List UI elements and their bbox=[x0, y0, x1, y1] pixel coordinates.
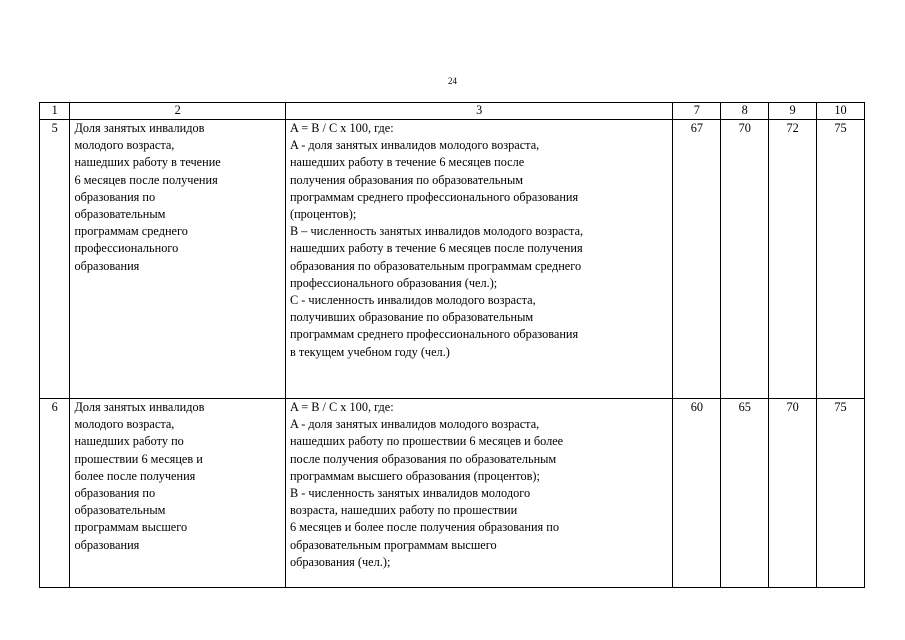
indicator-name-line: более после получения bbox=[74, 468, 196, 483]
header-cell-col-3: 3 bbox=[285, 103, 672, 120]
formula-line: образования по образовательным программам среднего bbox=[289, 258, 582, 273]
indicator-name-line: профессионального bbox=[74, 241, 179, 256]
indicator-name-line: образования bbox=[74, 258, 140, 273]
formula-line: B – численность занятых инвалидов молодого возраста, bbox=[289, 224, 584, 239]
indicator-name-line: образования по bbox=[74, 189, 156, 204]
header-cell-col-8: 8 bbox=[721, 103, 769, 120]
formula-line: B - численность занятых инвалидов молодого bbox=[289, 486, 531, 501]
header-cell-col-7: 7 bbox=[673, 103, 721, 120]
formula-line: программам среднего профессионального образования bbox=[289, 189, 579, 204]
indicator-name-line: нашедших работу в течение bbox=[74, 155, 221, 170]
indicator-name-line: образования bbox=[74, 537, 140, 552]
indicator-name-cell bbox=[70, 399, 286, 588]
table-row bbox=[40, 120, 865, 399]
value-cell-col-7: 67 bbox=[673, 120, 721, 399]
formula-line: A = B / C x 100, где: bbox=[289, 121, 394, 135]
header-cell-col-1: 1 bbox=[40, 103, 70, 120]
formula-line: получивших образование по образовательным bbox=[289, 310, 534, 325]
formula-line: образовательным программам высшего bbox=[289, 537, 497, 552]
value-cell-col-10: 75 bbox=[817, 120, 865, 399]
formula-line: нашедших работу в течение 6 месяцев после получения bbox=[289, 241, 583, 256]
formula-line: образования (чел.); bbox=[289, 554, 391, 569]
indicator-name-line: Доля занятых инвалидов bbox=[74, 121, 205, 135]
value-cell-col-10: 75 bbox=[817, 399, 865, 588]
formula-line: в текущем учебном году (чел.) bbox=[289, 344, 450, 359]
header-cell-col-10: 10 bbox=[817, 103, 865, 120]
formula-line: (процентов); bbox=[289, 207, 357, 222]
formula-line: нашедших работу в течение 6 месяцев после bbox=[289, 155, 525, 170]
page-number: 24 bbox=[448, 76, 457, 86]
indicator-table bbox=[39, 102, 865, 588]
indicator-name-line: молодого возраста, bbox=[74, 417, 175, 432]
indicator-name-line: молодого возраста, bbox=[74, 138, 175, 153]
indicator-name-line: нашедших работу по bbox=[74, 434, 184, 449]
value-cell-col-9: 70 bbox=[769, 399, 817, 588]
formula-line: нашедших работу по прошествии 6 месяцев и более bbox=[289, 434, 564, 449]
table-row bbox=[40, 399, 865, 588]
indicator-name-cell bbox=[70, 120, 286, 399]
value-cell-col-8: 65 bbox=[721, 399, 769, 588]
row-number-cell: 6 bbox=[40, 399, 70, 588]
formula-line: 6 месяцев и более после получения образования по bbox=[289, 520, 560, 535]
indicator-name-line: образовательным bbox=[74, 503, 166, 518]
indicator-name-line: программам среднего bbox=[74, 224, 188, 239]
formula-line: A - доля занятых инвалидов молодого возраста, bbox=[289, 138, 540, 153]
formula-line: программам высшего образования (процентов); bbox=[289, 468, 540, 483]
formula-line: профессионального образования (чел.); bbox=[289, 275, 498, 290]
value-cell-col-8: 70 bbox=[721, 120, 769, 399]
formula-line: возраста, нашедших работу по прошествии bbox=[289, 503, 518, 518]
formula-line: A = B / C x 100, где: bbox=[289, 400, 394, 414]
formula-line: после получения образования по образовательным bbox=[289, 451, 557, 466]
indicator-name-line: программам высшего bbox=[74, 520, 188, 535]
value-cell-col-9: 72 bbox=[769, 120, 817, 399]
indicator-name-line: Доля занятых инвалидов bbox=[74, 400, 205, 414]
indicator-name-line: образовательным bbox=[74, 207, 166, 222]
row-number-cell: 5 bbox=[40, 120, 70, 399]
header-cell-col-9: 9 bbox=[769, 103, 817, 120]
indicator-name-line: образования по bbox=[74, 486, 156, 501]
formula-cell bbox=[285, 399, 672, 588]
formula-line: C - численность инвалидов молодого возраста, bbox=[289, 293, 536, 308]
formula-cell bbox=[285, 120, 672, 399]
indicator-name-line: прошествии 6 месяцев и bbox=[74, 451, 203, 466]
indicator-name-line: 6 месяцев после получения bbox=[74, 172, 218, 187]
header-cell-col-2: 2 bbox=[70, 103, 286, 120]
table-header-row bbox=[40, 103, 865, 120]
value-cell-col-7: 60 bbox=[673, 399, 721, 588]
formula-line: программам среднего профессионального образования bbox=[289, 327, 579, 342]
formula-line: получения образования по образовательным bbox=[289, 172, 524, 187]
formula-line: A - доля занятых инвалидов молодого возраста, bbox=[289, 417, 540, 432]
